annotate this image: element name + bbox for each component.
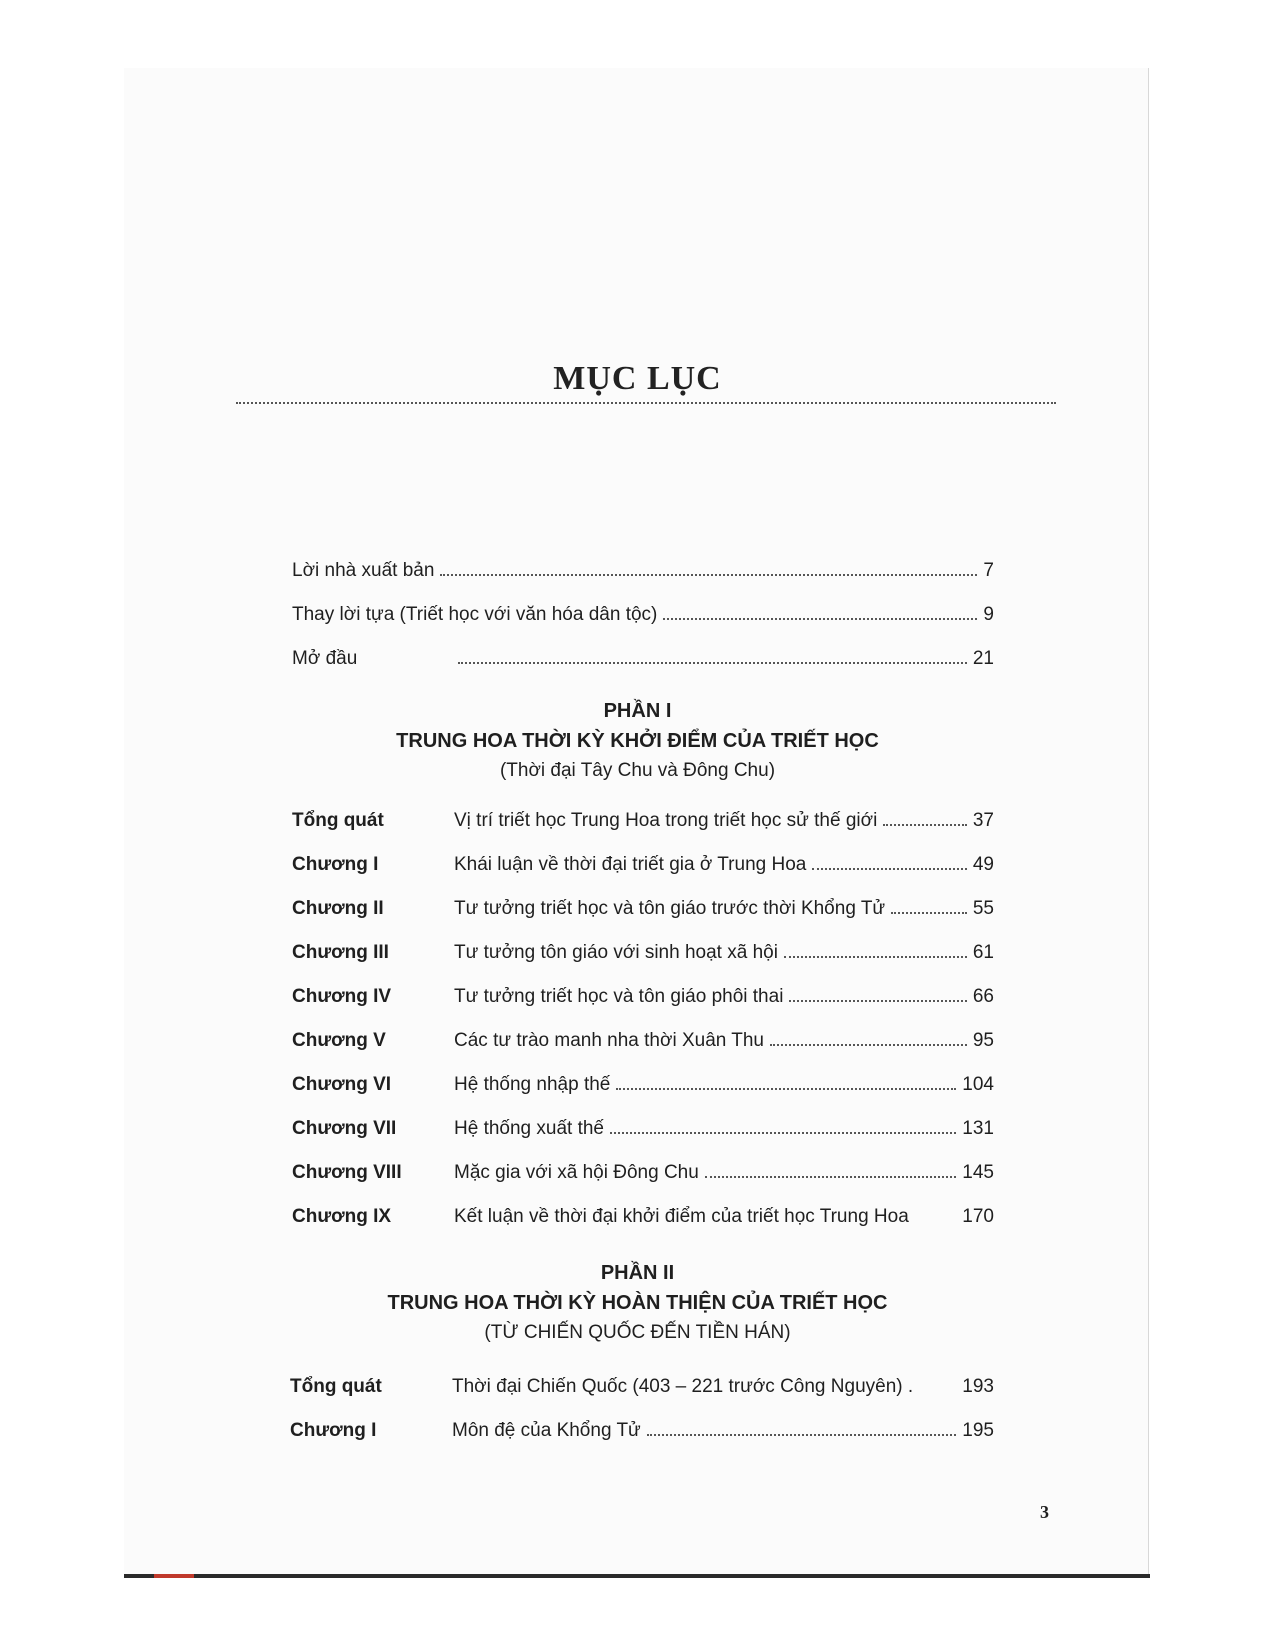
toc-entry-text: Lời nhà xuất bản — [292, 560, 435, 581]
toc-page-number: 131 — [962, 1118, 994, 1139]
part-heading — [0, 1258, 1275, 1348]
page-title: MỤC LỤC — [553, 360, 722, 397]
dot-leader — [789, 1000, 966, 1002]
toc-page-number: 49 — [972, 854, 994, 875]
dot-leader — [647, 1434, 957, 1436]
title-rule — [236, 402, 1056, 404]
dot-leader — [705, 1176, 956, 1178]
toc-page-number: 66 — [972, 986, 994, 1007]
dot-leader — [784, 956, 967, 958]
part-number: PHẦN I — [603, 700, 672, 722]
dot-leader — [812, 868, 967, 870]
toc-entry-text: Tư tưởng triết học và tôn giáo trước thời Khổng Tử — [454, 898, 886, 919]
dot-leader — [440, 574, 977, 576]
toc-entry-label: Chương IV — [292, 986, 392, 1007]
part-title: TRUNG HOA THỜI KỲ HOÀN THIỆN CỦA TRIẾT HỌC — [387, 1292, 888, 1314]
toc-entry — [292, 1158, 994, 1188]
toc-entry-label: Chương III — [292, 942, 389, 963]
page-folio: 3 — [1040, 1502, 1049, 1522]
toc-entry — [292, 1114, 994, 1144]
toc-entry-text: Hệ thống nhập thế — [454, 1074, 611, 1095]
toc-entry-text: Hệ thống xuất thế — [454, 1118, 604, 1139]
toc-entry-label: Chương VI — [292, 1074, 392, 1095]
part-subtitle: (TỪ CHIẾN QUỐC ĐẾN TIỀN HÁN) — [484, 1322, 791, 1343]
toc-page-number: 9 — [983, 604, 994, 625]
dot-leader — [458, 662, 967, 664]
part-title: TRUNG HOA THỜI KỲ KHỞI ĐIỂM CỦA TRIẾT HỌC — [396, 730, 879, 752]
toc-page-number: 170 — [962, 1206, 994, 1227]
toc-entry-text: Tư tưởng tôn giáo với sinh hoạt xã hội — [454, 942, 778, 963]
toc-entry-label: Chương I — [290, 1420, 377, 1441]
toc-page-number: 193 — [962, 1376, 994, 1397]
toc-entry-label: Chương VIII — [292, 1162, 402, 1183]
toc-entry-text: Khái luận về thời đại triết gia ở Trung Hoa — [454, 854, 807, 875]
toc-page-number: 7 — [983, 560, 994, 581]
toc-entry-label: Chương II — [292, 898, 384, 919]
dot-leader — [663, 618, 977, 620]
toc-page-number: 195 — [962, 1420, 994, 1441]
part-subtitle: (Thời đại Tây Chu và Đông Chu) — [499, 760, 776, 781]
dot-leader — [770, 1044, 967, 1046]
part-number: PHẦN II — [600, 1262, 675, 1284]
toc-entry-label: Tổng quát — [292, 810, 384, 831]
toc-entry — [292, 850, 994, 880]
toc-page-number: 37 — [972, 810, 994, 831]
toc-entry — [290, 1416, 994, 1446]
toc-entry-text: Tư tưởng triết học và tôn giáo phôi thai — [454, 986, 784, 1007]
toc-entry — [290, 1372, 994, 1402]
toc-entry-label: Chương IX — [292, 1206, 392, 1227]
toc-entry — [292, 1202, 994, 1232]
toc-entry-text: Mở đầu — [292, 648, 358, 669]
toc-entry — [292, 1026, 994, 1056]
toc-entry-text: Thay lời tựa (Triết học với văn hóa dân tộc) — [292, 604, 658, 625]
toc-entry-label: Chương V — [292, 1030, 386, 1051]
toc-entry — [292, 894, 994, 924]
toc-entry-label: Chương I — [292, 854, 379, 875]
toc-entry — [292, 644, 994, 674]
toc-page-number: 145 — [962, 1162, 994, 1183]
toc-page-number: 61 — [972, 942, 994, 963]
cover-edge-mark — [154, 1574, 194, 1578]
toc-page-number: 95 — [972, 1030, 994, 1051]
toc-entry-text: Mặc gia với xã hội Đông Chu — [454, 1162, 699, 1183]
dot-leader — [883, 824, 967, 826]
toc-entry — [292, 938, 994, 968]
toc-entry — [292, 600, 994, 630]
toc-entry — [292, 556, 994, 586]
dot-leader — [891, 912, 967, 914]
toc-entry-label: Tổng quát — [290, 1376, 382, 1397]
toc-entry — [292, 806, 994, 836]
toc-entry — [292, 1070, 994, 1100]
dot-leader — [912, 1220, 960, 1222]
toc-entry-text: Vị trí triết học Trung Hoa trong triết học sử thế giới — [454, 810, 878, 831]
toc-entry-text: Kết luận về thời đại khởi điểm của triết học Trung Hoa — [454, 1206, 909, 1227]
toc-entry — [292, 982, 994, 1012]
dot-leader — [616, 1088, 956, 1090]
toc-page-number: 21 — [972, 648, 994, 669]
toc-page-number: 55 — [972, 898, 994, 919]
dot-leader — [916, 1390, 959, 1392]
toc-entry-text: Thời đại Chiến Quốc (403 – 221 trước Công Nguyên) . — [452, 1376, 914, 1397]
toc-page-number: 104 — [962, 1074, 994, 1095]
part-heading — [0, 696, 1275, 786]
dot-leader — [610, 1132, 956, 1134]
toc-entry-text: Các tư trào manh nha thời Xuân Thu — [454, 1030, 765, 1051]
page-bottom-edge — [124, 1574, 1150, 1578]
toc-entry-text: Môn đệ của Khổng Tử — [452, 1420, 641, 1441]
toc-entry-label: Chương VII — [292, 1118, 397, 1139]
